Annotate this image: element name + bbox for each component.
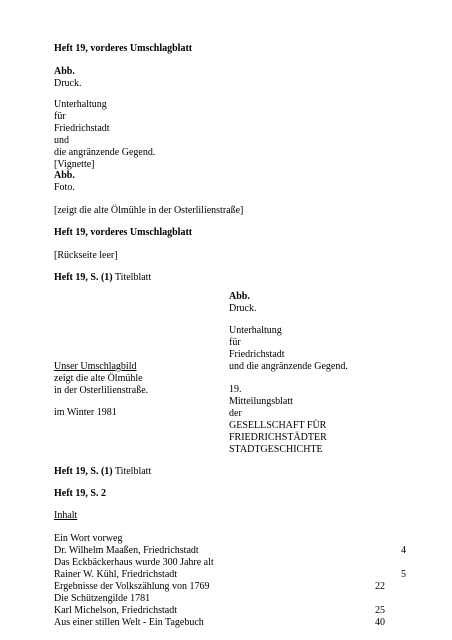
title-line: für bbox=[229, 337, 241, 348]
issue-line: STADTGESCHICHTE bbox=[229, 444, 323, 455]
abb-label: Abb. bbox=[54, 170, 75, 181]
issue-line: Mitteilungsblatt bbox=[229, 396, 293, 407]
cover-date: im Winter 1981 bbox=[54, 407, 117, 418]
contents-heading: Inhalt bbox=[54, 510, 78, 521]
abb-type: Druck. bbox=[54, 78, 82, 89]
section-heading-page-2: Heft 19, S. 2 bbox=[54, 488, 106, 499]
toc-entry-text: Ein Wort vorweg bbox=[54, 533, 123, 544]
heading-rest-part: Titelblatt bbox=[112, 466, 152, 477]
title-line: Unterhaltung bbox=[54, 99, 107, 110]
toc-entry-text: Rainer W. Kühl, Friedrichstadt bbox=[54, 569, 178, 580]
title-line: die angränzende Gegend. bbox=[54, 147, 156, 158]
heading-bold-part: Heft 19, S. (1) bbox=[54, 272, 113, 283]
cover-caption-line: zeigt die alte Ölmühle bbox=[54, 373, 143, 384]
toc-entry-page: 40 bbox=[375, 617, 385, 628]
back-empty-note: [Rückseite leer] bbox=[54, 250, 118, 261]
cover-caption-title: Unser Umschlagbild bbox=[54, 361, 137, 372]
issue-line: GESELLSCHAFT FÜR bbox=[229, 420, 327, 431]
cover-caption-line: in der Osterlilienstraße. bbox=[54, 385, 149, 396]
toc-entry-text: Das Eckbäckerhaus wurde 300 Jahre alt bbox=[54, 557, 214, 568]
title-line: für bbox=[54, 111, 66, 122]
title-line: und bbox=[54, 135, 69, 146]
issue-line: der bbox=[229, 408, 242, 419]
title-line: Unterhaltung bbox=[229, 325, 282, 336]
abb-label: Abb. bbox=[54, 66, 75, 77]
toc-entry-text: Ergebnisse der Volkszählung von 1769 bbox=[54, 581, 210, 592]
section-heading-title-page bbox=[54, 466, 151, 478]
vignette-note: [Vignette] bbox=[54, 159, 95, 170]
title-line: Friedrichstadt bbox=[229, 349, 285, 360]
toc-entry-text: Dr. Wilhelm Maaßen, Friedrichstadt bbox=[54, 545, 199, 556]
toc-entry-text: Aus einer stillen Welt - Ein Tagebuch bbox=[54, 617, 204, 628]
issue-line: FRIEDRICHSTÄDTER bbox=[229, 432, 327, 443]
abb-type: Druck. bbox=[229, 303, 257, 314]
toc-entry-text: Karl Michelson, Friedrichstadt bbox=[54, 605, 178, 616]
title-line: Friedrichstadt bbox=[54, 123, 110, 134]
heading-rest-part: Titelblatt bbox=[112, 272, 152, 283]
title-line: und die angränzende Gegend. bbox=[229, 361, 348, 372]
toc-entry-page: 4 bbox=[401, 545, 406, 556]
abb-label: Abb. bbox=[229, 291, 250, 302]
toc-entry-page: 25 bbox=[375, 605, 385, 616]
photo-note: [zeigt die alte Ölmühle in der Osterlilienstraße] bbox=[54, 205, 244, 216]
issue-line: 19. bbox=[229, 384, 242, 395]
heading-bold-part: Heft 19, S. (1) bbox=[54, 466, 113, 477]
section-heading-front-cover-back: Heft 19, vorderes Umschlagblatt bbox=[54, 227, 193, 238]
section-heading-front-cover: Heft 19, vorderes Umschlagblatt bbox=[54, 43, 193, 54]
abb-type: Foto. bbox=[54, 182, 75, 193]
toc-entry-text: Die Schützengilde 1781 bbox=[54, 593, 151, 604]
toc-entry-page: 22 bbox=[375, 581, 385, 592]
toc-entry-page: 5 bbox=[401, 569, 406, 580]
section-heading-title-page bbox=[54, 272, 151, 284]
